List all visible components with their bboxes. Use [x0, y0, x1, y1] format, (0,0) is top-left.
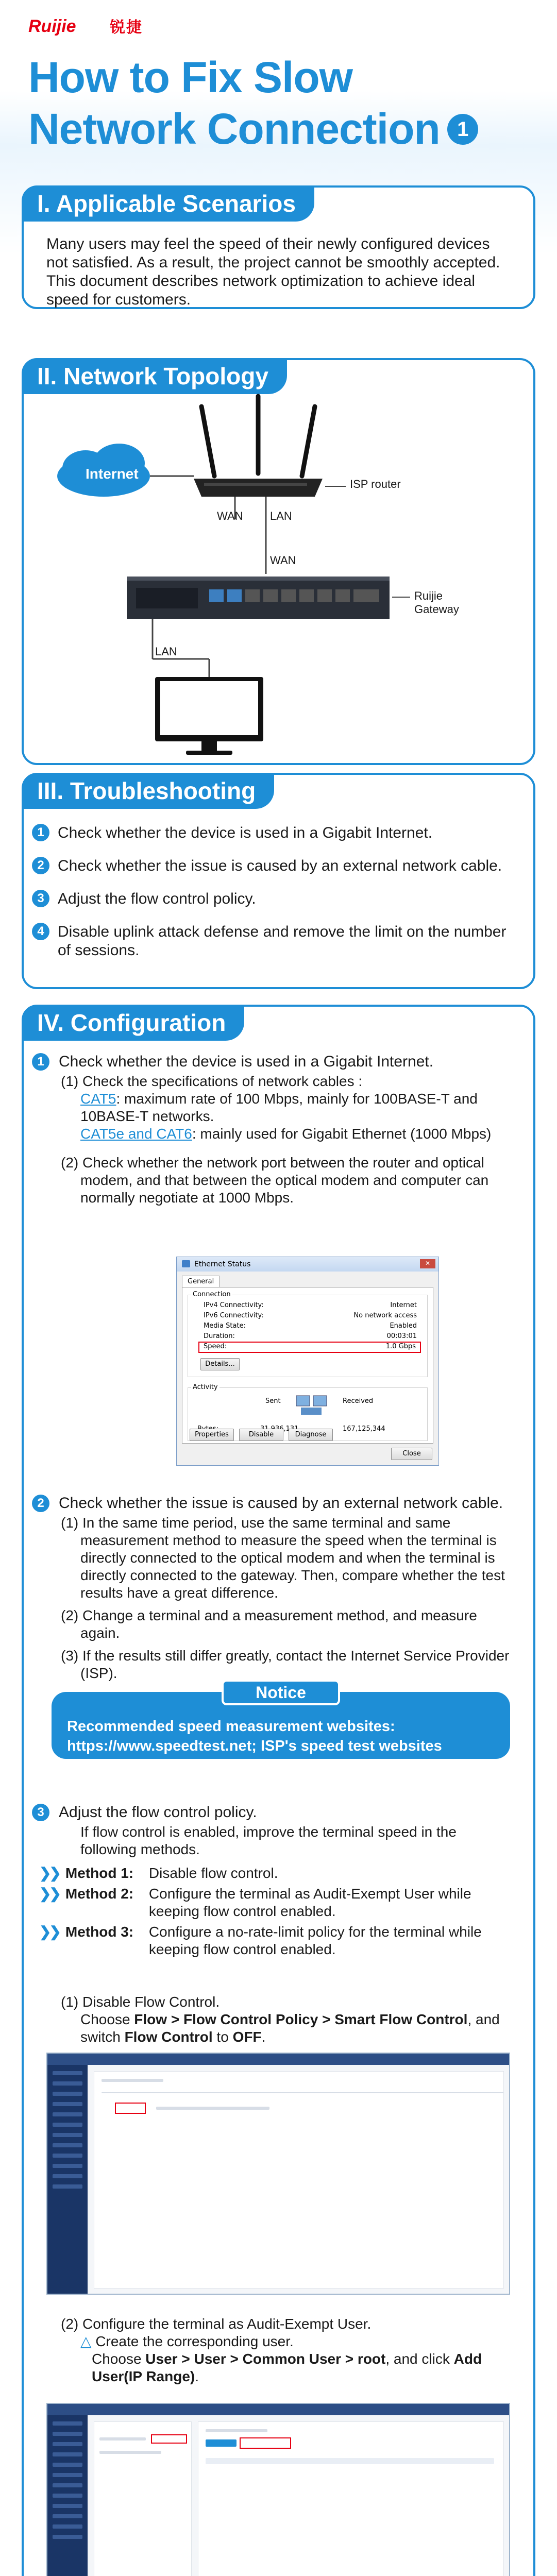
close-button[interactable]: Close: [391, 1448, 432, 1460]
lan-label-1: LAN: [270, 510, 292, 522]
cable-test-text-3: (3) If the results still differ greatly, contact the Internet Service Provider (ISP).: [61, 1648, 510, 1681]
step-number: 2: [32, 1495, 49, 1512]
text: Choose: [92, 2351, 146, 2367]
step-title: Check whether the issue is caused by an external network cable.: [59, 1495, 503, 1512]
chevron-right-icon: ❯❯: [39, 1865, 59, 1881]
close-icon[interactable]: ✕: [420, 1259, 435, 1268]
notice-label: Notice: [222, 1680, 340, 1705]
dialog-panel: [182, 1287, 433, 1444]
option-value: OFF: [232, 2029, 262, 2045]
ethernet-status-dialog: [176, 1257, 439, 1466]
internet-label: Internet: [86, 466, 139, 482]
substep-title: (1) Disable Flow Control.: [61, 1994, 220, 2010]
received-bytes: 167,125,344: [343, 1425, 385, 1433]
method-1: [39, 1865, 513, 1882]
ruijie-logo-icon: [28, 15, 106, 36]
received-label: Received: [343, 1397, 374, 1405]
chevron-right-icon: ❯❯: [39, 1924, 59, 1940]
list-item: [32, 857, 513, 875]
row-value: Internet: [390, 1301, 417, 1309]
sent-label: Sent: [265, 1397, 281, 1405]
method-label: Method 1:: [65, 1865, 134, 1881]
button-name: Add User(IP Range): [92, 2351, 482, 2384]
disable-button[interactable]: Disable: [239, 1429, 283, 1441]
create-user-line: [61, 2333, 513, 2350]
menu-path: Flow > Flow Control Policy > Smart Flow Control: [134, 2011, 468, 2027]
disable-flow-step: [61, 1993, 513, 2046]
section-configuration: [22, 1005, 535, 2576]
details-button[interactable]: Details...: [200, 1358, 240, 1370]
section-heading: I. Applicable Scenarios: [24, 185, 314, 222]
brand-cn: 锐捷: [110, 19, 143, 36]
user-tree: [94, 2421, 192, 2576]
cat5e-line: [61, 1125, 513, 1143]
step-1-body: [61, 1073, 513, 1207]
cable-test-text-2: (2) Change a terminal and a measurement method, and measure again.: [61, 1607, 477, 1641]
status-row: [204, 1322, 417, 1331]
triangle-icon: △: [80, 2333, 96, 2349]
admin-sidebar: [47, 2065, 88, 2294]
row-key: IPv4 Connectivity:: [204, 1301, 264, 1309]
brand-logo: [28, 14, 143, 37]
row-value: 00:03:01: [386, 1332, 417, 1340]
method-text: Disable flow control.: [148, 1865, 278, 1881]
cat5e-desc: : mainly used for Gigabit Ethernet (1000 Mbps): [192, 1126, 492, 1142]
text: Choose: [80, 2011, 134, 2027]
status-row: [204, 1312, 417, 1321]
row-value: No network access: [353, 1312, 417, 1319]
step-number: 1: [32, 1053, 49, 1071]
method-text: Configure a no-rate-limit policy for the terminal while keeping flow control enabled.: [148, 1924, 482, 1957]
row-value: Enabled: [390, 1322, 417, 1330]
text: Create the corresponding user.: [95, 2333, 294, 2349]
section-network-topology: [22, 358, 535, 765]
network-activity-icon: [294, 1393, 330, 1419]
ruijie-gateway-icon: [127, 577, 390, 619]
config-step-3: [32, 1803, 257, 1822]
scenario-text: Many users may feel the speed of their newly configured devices not satisfied. As a result, the project cannot be smoothly accepted. This document describes network optimization to achieve ideal speed for customers.: [46, 235, 500, 308]
connection-label: Connection: [191, 1291, 232, 1298]
gateway-label: Ruijie Gateway: [414, 589, 459, 616]
row-value: 1.0 Gbps: [385, 1343, 416, 1350]
section-heading: II. Network Topology: [24, 358, 287, 394]
option-name: Flow Control: [124, 2029, 213, 2045]
speed-row-highlighted: [199, 1343, 420, 1352]
status-row: [204, 1332, 417, 1342]
method-text: Configure the terminal as Audit-Exempt User while keeping flow control enabled.: [148, 1886, 471, 1919]
cat5-desc: : maximum rate of 100 Mbps, mainly for 100BASE-T and 10BASE-T networks.: [80, 1091, 478, 1124]
svg-text:Ruijie: Ruijie: [28, 16, 76, 36]
config-step-2: [32, 1494, 503, 1513]
flow-control-toggle-highlight: [115, 2103, 146, 2114]
add-user-ip-range-highlight: [240, 2437, 291, 2449]
list-item-text: Adjust the flow control policy.: [58, 890, 256, 907]
list-item: [32, 824, 513, 842]
properties-button[interactable]: Properties: [190, 1429, 234, 1441]
dialog-titlebar: [177, 1257, 438, 1272]
cable-test-text-1: (1) In the same time period, use the same terminal and same measurement method to measure the speed when the terminal is directly connected to the optical modem and when the terminal is directly connected to the gateway. Then, compare whether the test results have a great difference.: [61, 1515, 505, 1601]
row-key: Media State:: [204, 1322, 246, 1330]
topology-diagram: [24, 391, 533, 762]
menu-path: User > User > Common User > root: [145, 2351, 386, 2367]
wan-label-2: WAN: [270, 554, 296, 567]
page-title: [28, 52, 478, 155]
step-number: 3: [32, 890, 49, 907]
section-applicable-scenarios: [22, 185, 535, 309]
section-heading: IV. Configuration: [24, 1005, 244, 1041]
list-item-text: Check whether the issue is caused by an external network cable.: [58, 857, 502, 874]
method-2: [39, 1885, 513, 1920]
row-key: IPv6 Connectivity:: [204, 1312, 264, 1319]
admin-sidebar: [47, 2415, 88, 2576]
activity-label: Activity: [191, 1383, 220, 1391]
step-number: 2: [32, 857, 49, 874]
title-line-1: How to Fix Slow: [28, 53, 352, 101]
step-title: Check whether the device is used in a Gigabit Internet.: [59, 1053, 434, 1070]
chevron-right-icon: ❯❯: [39, 1886, 59, 1902]
admin-topbar: [47, 2404, 509, 2415]
cable-spec-heading: (1) Check the specifications of network cables :: [61, 1073, 363, 1089]
title-number-badge: 1: [447, 114, 478, 145]
step-number: 1: [32, 824, 49, 841]
flow-control-screenshot: [46, 2053, 510, 2295]
cat5e-label: CAT5e and CAT6: [80, 1126, 192, 1142]
isp-router-label: ISP router: [350, 478, 401, 490]
add-user-instruction: [61, 2350, 513, 2385]
row-key: Speed:: [204, 1343, 227, 1350]
config-step-1: [32, 1052, 433, 1072]
text: .: [195, 2368, 199, 2384]
flow-intro: If flow control is enabled, improve the terminal speed in the following methods.: [80, 1824, 457, 1857]
list-item-text: Check whether the device is used in a Gigabit Internet.: [58, 824, 433, 841]
dialog-title: Ethernet Status: [194, 1260, 251, 1268]
common-user-screenshot: [46, 2403, 510, 2576]
audit-exempt-step: [61, 2315, 513, 2385]
isp-router-icon: [194, 396, 323, 497]
computer-monitor-icon: [155, 677, 263, 755]
wan-label-1: WAN: [217, 510, 243, 522]
text: to: [212, 2029, 233, 2045]
lan-label-2: LAN: [155, 645, 177, 658]
list-item: [32, 923, 513, 960]
cat5-line: [61, 1090, 513, 1125]
tab-general[interactable]: General: [182, 1276, 220, 1287]
connection-group: [188, 1291, 428, 1377]
cat5-label: CAT5: [80, 1091, 116, 1107]
method-label: Method 2:: [65, 1886, 134, 1902]
step-number: 4: [32, 923, 49, 940]
row-key: Duration:: [204, 1332, 235, 1340]
user-list: [198, 2421, 504, 2576]
title-line-2-wrap: [28, 103, 478, 155]
disable-flow-instruction: [61, 2011, 513, 2046]
text: , and switch: [80, 2011, 500, 2045]
list-item: [32, 890, 513, 908]
step-2-body: [61, 1514, 513, 1682]
methods-list: [39, 1865, 513, 1958]
admin-topbar: [47, 2054, 509, 2065]
root-highlight: [151, 2434, 187, 2444]
section-heading: III. Troubleshooting: [24, 773, 274, 809]
notice-text: Recommended speed measurement websites: https://www.speedtest.net; ISP's speed test websites: [67, 1718, 442, 1754]
negotiate-text: (2) Check whether the network port between the router and optical modem, and that between the optical modem and computer can normally negotiate at 1000 Mbps.: [61, 1155, 489, 1206]
status-row: [204, 1301, 417, 1311]
diagnose-button[interactable]: Diagnose: [289, 1429, 333, 1441]
section-troubleshooting: [22, 773, 535, 989]
troubleshooting-list: [32, 824, 513, 974]
text: , and click: [385, 2351, 454, 2367]
admin-content: [94, 2071, 504, 2289]
step-number: 3: [32, 1804, 49, 1821]
text: .: [261, 2029, 266, 2045]
notice-box: [52, 1683, 510, 1759]
list-item-text: Disable uplink attack defense and remove the limit on the number of sessions.: [58, 923, 507, 959]
network-icon: [182, 1260, 190, 1267]
title-line-2: Network Connection: [28, 105, 440, 153]
substep-title: (2) Configure the terminal as Audit-Exempt User.: [61, 2316, 372, 2332]
step-title: Adjust the flow control policy.: [59, 1804, 257, 1821]
method-3: [39, 1923, 513, 1958]
method-label: Method 3:: [65, 1924, 134, 1940]
